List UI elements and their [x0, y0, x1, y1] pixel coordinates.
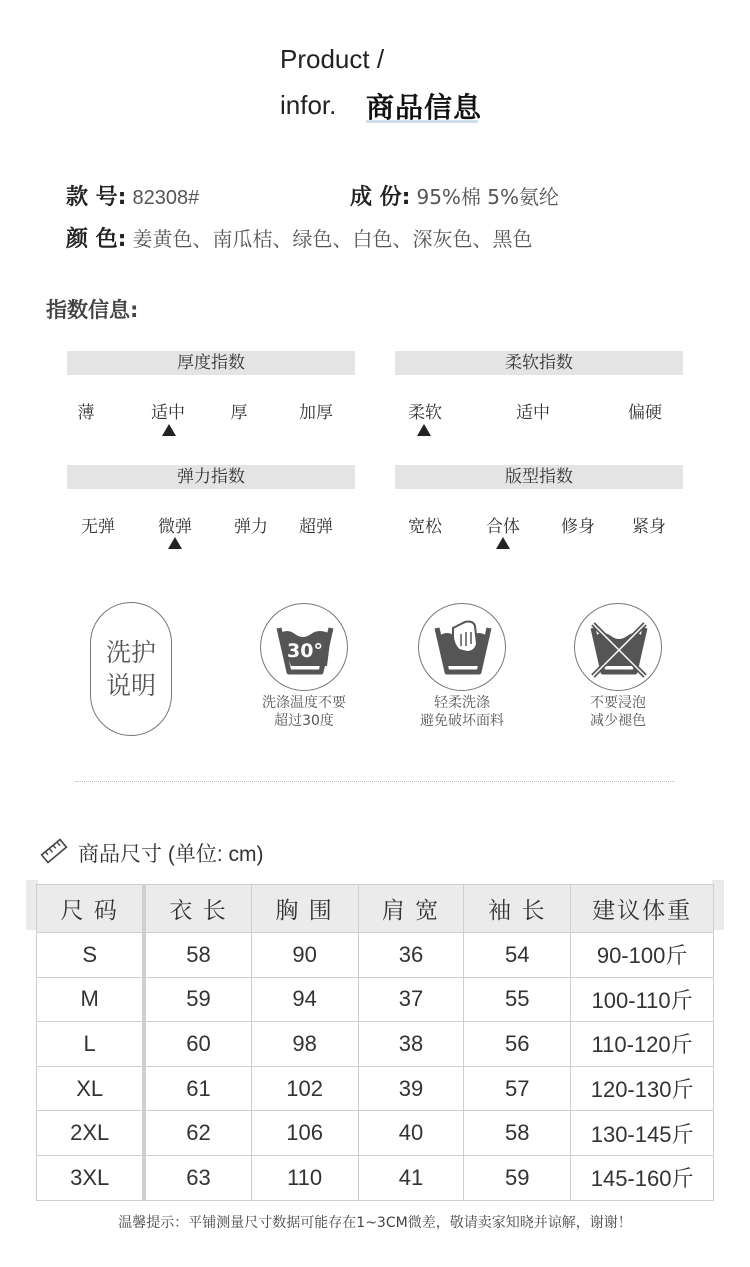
fit-index-bar: 版型指数: [395, 465, 683, 489]
care-label-line1: 洗护: [105, 638, 156, 667]
elasticity-option: 微弹: [158, 517, 192, 537]
table-cell: 38: [358, 1022, 464, 1067]
care-label-pill: [90, 602, 172, 736]
table-cell: 90: [251, 933, 358, 978]
table-cell: 39: [358, 1066, 464, 1111]
style-number-label: 款 号:: [66, 185, 127, 210]
table-cell: 37: [358, 977, 464, 1022]
table-cell: 120-130斤: [571, 1066, 714, 1111]
table-cell: M: [37, 977, 145, 1022]
section-divider: [75, 781, 675, 782]
table-cell: 56: [464, 1022, 571, 1067]
softness-selected-marker: [417, 424, 431, 436]
care-text-line: 不要浸泡: [590, 695, 646, 711]
care-text-line: 减少褪色: [590, 713, 646, 729]
table-cell: 62: [144, 1111, 251, 1156]
size-section-title: [78, 838, 263, 868]
table-cell: 36: [358, 933, 464, 978]
fit-selected-marker: [496, 537, 510, 549]
table-cell: 145-160斤: [571, 1155, 714, 1200]
material-row: [350, 180, 559, 211]
color-row: [66, 222, 532, 253]
ruler-icon: [40, 838, 68, 864]
header-en-line2: infor.: [280, 90, 337, 120]
size-unit-text: (单位: cm): [162, 843, 264, 866]
no-soak-icon: [574, 603, 662, 691]
style-number-value: 82308#: [132, 187, 200, 209]
thickness-option: 厚: [230, 403, 248, 423]
table-row: [37, 1155, 714, 1200]
fit-option: 宽松: [408, 517, 442, 537]
footnote: 温馨提示：平铺测量尺寸数据可能存在1~3CM微差，敬请卖家知晓并谅解，谢谢！: [118, 1215, 632, 1231]
table-header-cell: 胸 围: [251, 885, 358, 933]
wash-temp-badge: 30°: [287, 640, 323, 662]
fit-option: 修身: [561, 517, 595, 537]
table-cell: L: [37, 1022, 145, 1067]
material-value: 95%棉 5%氨纶: [416, 185, 560, 209]
thickness-index-bar: 厚度指数: [67, 351, 355, 375]
color-value: 姜黄色、南瓜桔、绿色、白色、深灰色、黑色: [132, 227, 533, 251]
table-cell: 54: [464, 933, 571, 978]
care-text-line: 洗涤温度不要: [262, 695, 346, 711]
page-title: 商品信息: [366, 91, 483, 124]
table-cell: 110: [251, 1155, 358, 1200]
table-cell: 102: [251, 1066, 358, 1111]
table-cell: 110-120斤: [571, 1022, 714, 1067]
header-en-line1: Product /: [280, 44, 385, 74]
table-cell: S: [37, 933, 145, 978]
table-cell: 59: [144, 977, 251, 1022]
hand-wash-icon: [418, 603, 506, 691]
softness-option: 偏硬: [628, 403, 662, 423]
table-header-cell: 袖 长: [464, 885, 571, 933]
care-text-line: 超过30度: [274, 713, 334, 729]
elasticity-selected-marker: [168, 537, 182, 549]
elasticity-option: 超弹: [299, 517, 333, 537]
table-header-cell: 尺 码: [37, 885, 145, 933]
care-text-line: 避免破坏面料: [420, 713, 504, 729]
wash-30-icon: [260, 603, 348, 691]
table-cell: 41: [358, 1155, 464, 1200]
table-cell: 58: [144, 933, 251, 978]
color-label: 颜 色:: [66, 227, 127, 252]
table-header-cell: 衣 长: [144, 885, 251, 933]
table-row: [37, 1066, 714, 1111]
elasticity-index-bar: 弹力指数: [67, 465, 355, 489]
table-header-cell: 肩 宽: [358, 885, 464, 933]
care-text-line: 轻柔洗涤: [434, 695, 490, 711]
table-row: [37, 1111, 714, 1156]
table-cell: 59: [464, 1155, 571, 1200]
table-cell: 106: [251, 1111, 358, 1156]
fit-option: 紧身: [632, 517, 666, 537]
care-label-line2: 说明: [105, 671, 156, 700]
care-text-no-soak: [590, 694, 646, 730]
table-cell: 57: [464, 1066, 571, 1111]
size-title-text: 商品尺寸: [78, 842, 162, 866]
table-cell: 100-110斤: [571, 977, 714, 1022]
table-cell: 2XL: [37, 1111, 145, 1156]
table-cell: 130-145斤: [571, 1111, 714, 1156]
thickness-option: 适中: [151, 403, 185, 423]
table-cell: 94: [251, 977, 358, 1022]
thickness-selected-marker: [162, 424, 176, 436]
table-cell: 90-100斤: [571, 933, 714, 978]
material-label: 成 份:: [350, 185, 411, 210]
softness-index-bar: 柔软指数: [395, 351, 683, 375]
table-row: [37, 933, 714, 978]
care-text-gentle-wash: [420, 694, 504, 730]
softness-option: 适中: [516, 403, 550, 423]
index-section-title: 指数信息:: [46, 298, 139, 322]
size-table: [36, 884, 714, 1201]
table-cell: 55: [464, 977, 571, 1022]
table-header-cell: 建议体重: [571, 885, 714, 933]
style-number-row: [66, 180, 199, 211]
thickness-option: 薄: [77, 403, 95, 423]
table-cell: 98: [251, 1022, 358, 1067]
elasticity-option: 弹力: [234, 517, 268, 537]
table-cell: 60: [144, 1022, 251, 1067]
elasticity-option: 无弹: [81, 517, 115, 537]
table-row: [37, 1022, 714, 1067]
table-cell: 58: [464, 1111, 571, 1156]
table-cell: XL: [37, 1066, 145, 1111]
fit-option: 合体: [486, 517, 520, 537]
care-text-wash-temp: [262, 694, 346, 730]
table-header-row: [37, 885, 714, 933]
table-row: [37, 977, 714, 1022]
thickness-option: 加厚: [299, 403, 333, 423]
table-cell: 3XL: [37, 1155, 145, 1200]
softness-option: 柔软: [408, 403, 442, 423]
table-cell: 61: [144, 1066, 251, 1111]
table-cell: 63: [144, 1155, 251, 1200]
table-cell: 40: [358, 1111, 464, 1156]
